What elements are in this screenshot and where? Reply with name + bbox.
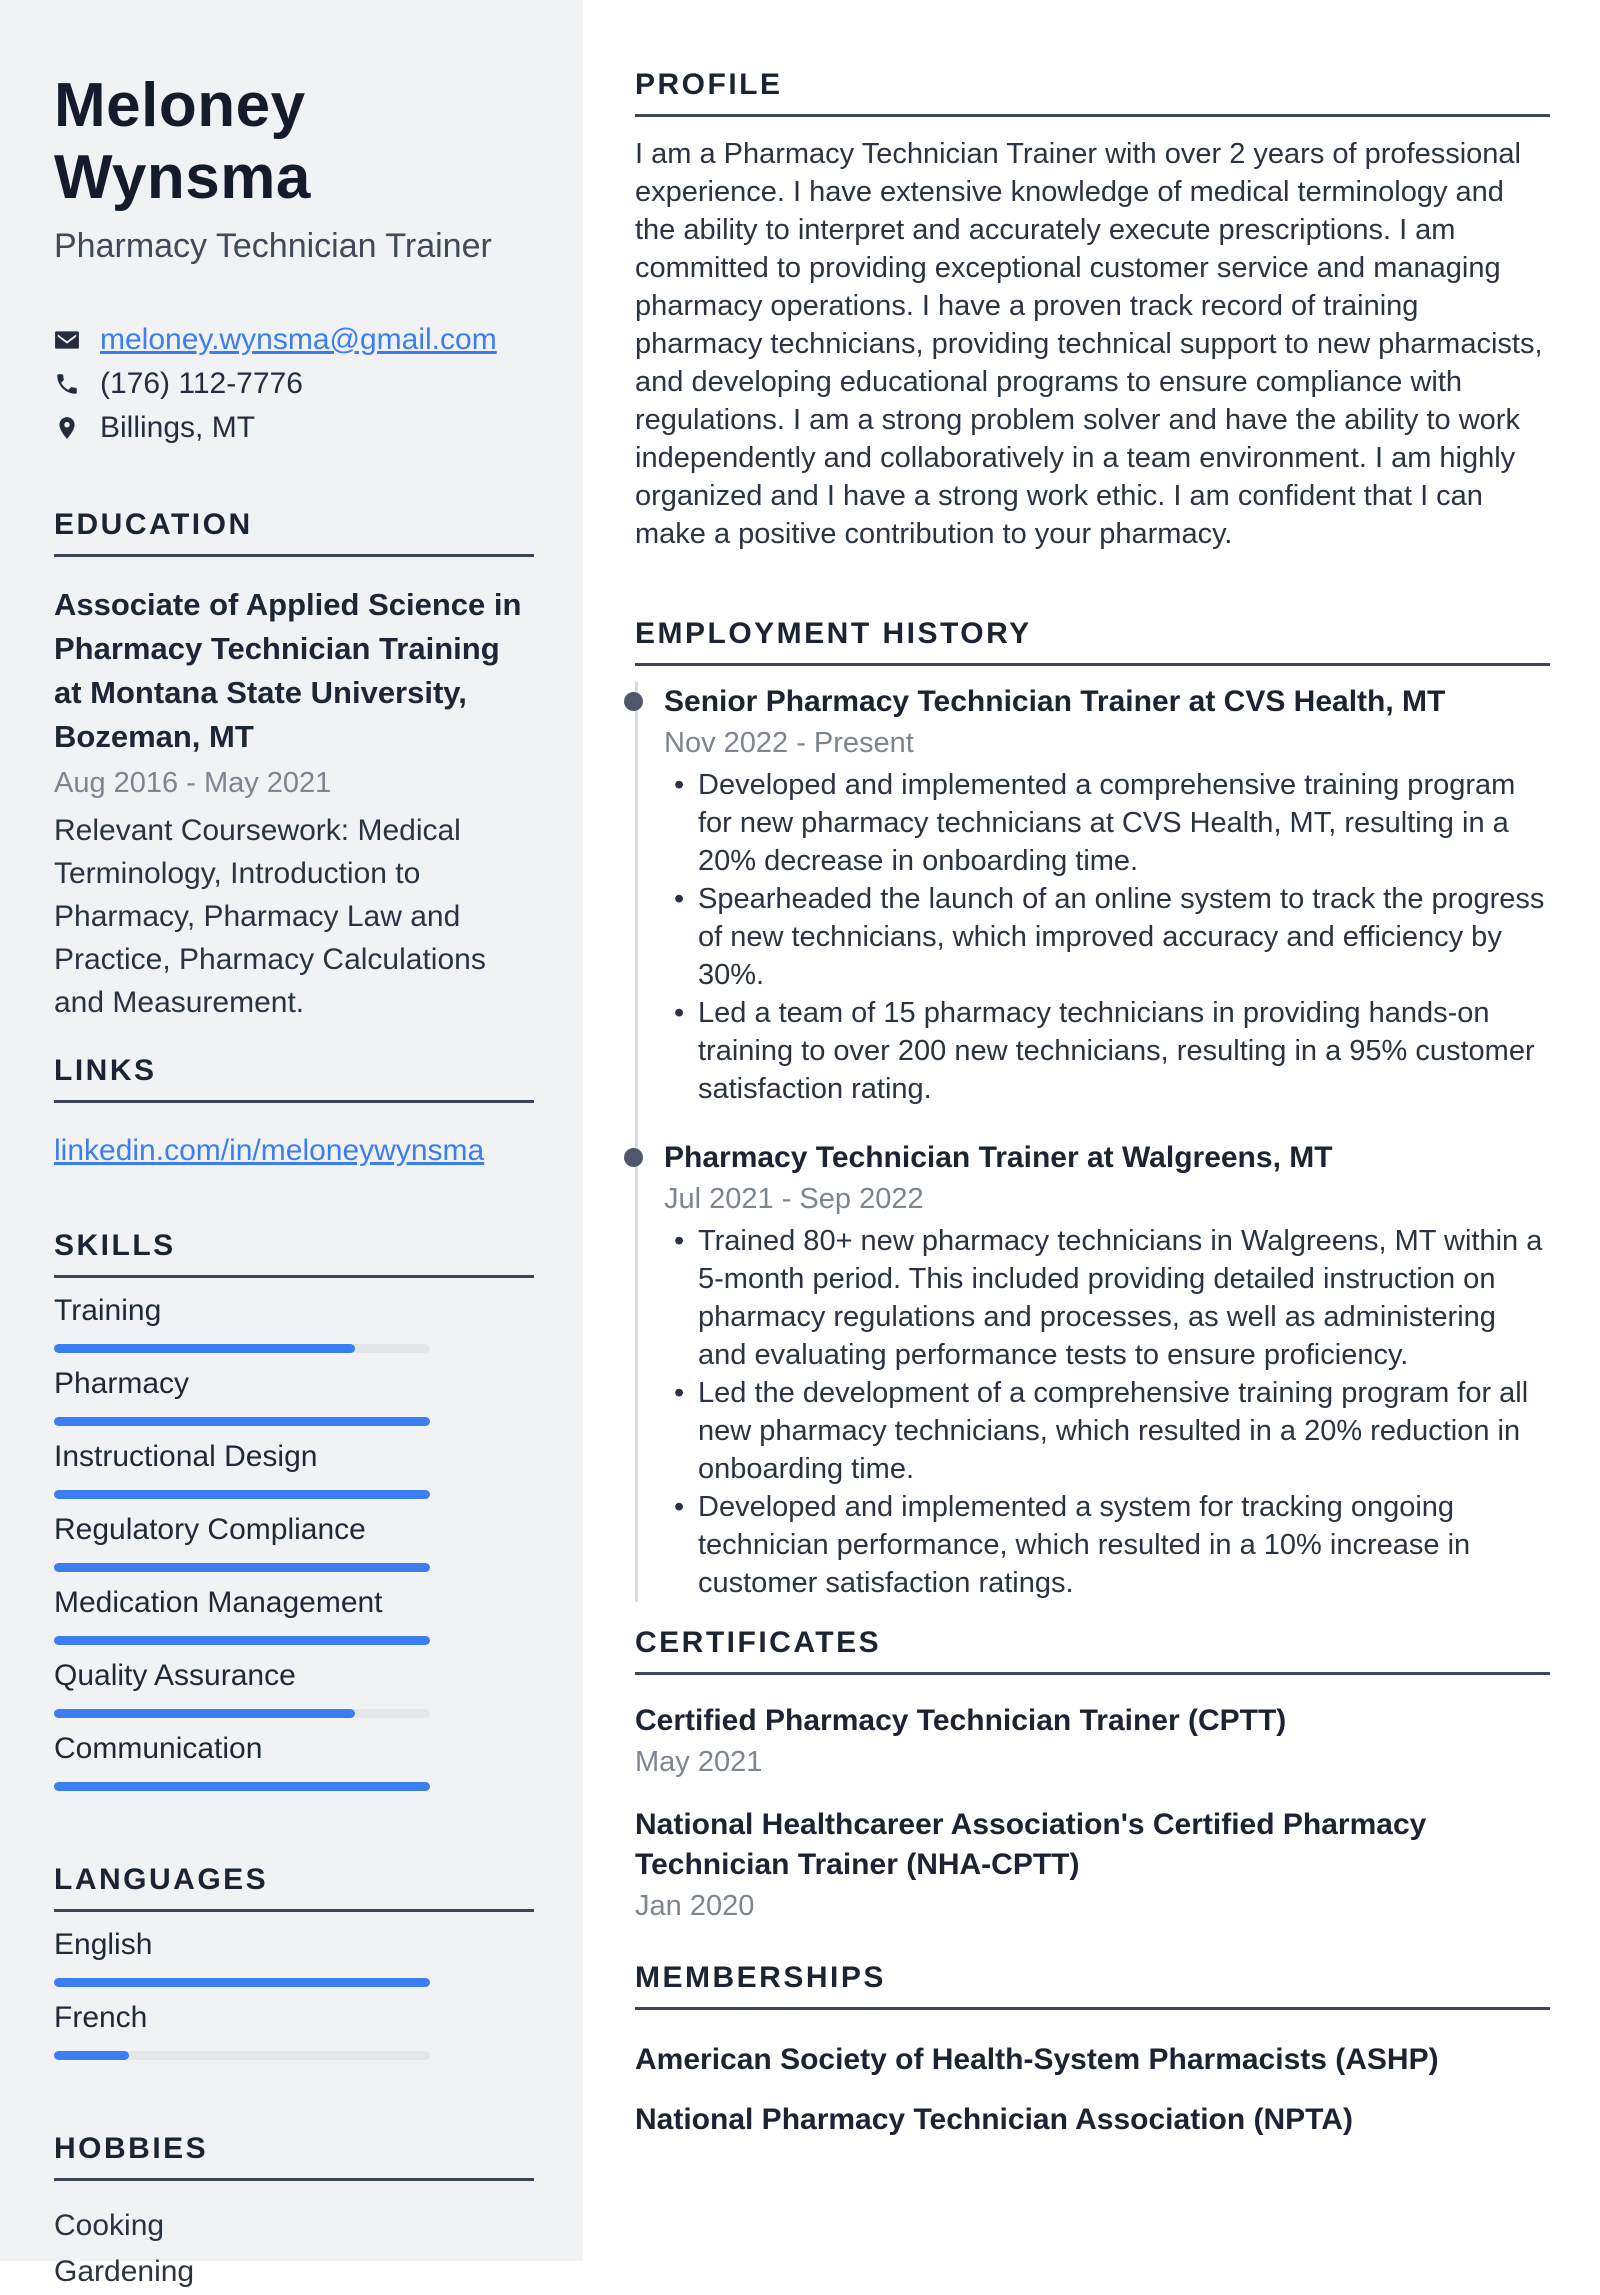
skill-bar-fill — [54, 1563, 430, 1572]
skills-heading: SKILLS — [54, 1229, 534, 1278]
contact-phone-row — [54, 362, 534, 406]
language-label: English — [54, 1928, 153, 1961]
skill-label: Instructional Design — [54, 1440, 318, 1473]
skill-bar-track — [54, 1782, 430, 1791]
job-dates: Jul 2021 - Sep 2022 — [664, 1183, 924, 1215]
education-heading: EDUCATION — [54, 508, 534, 557]
location-pin-icon — [54, 415, 80, 441]
skill-bar-track — [54, 1344, 430, 1353]
main-column — [635, 0, 1550, 2160]
education-dates: Aug 2016 - May 2021 — [54, 767, 332, 799]
membership-entry: American Society of Health-System Pharmacists (ASHP) — [635, 2043, 1439, 2076]
certificate-title: Certified Pharmacy Technician Trainer (CPTT) — [635, 1704, 1287, 1737]
hobby-item: Cooking — [54, 2209, 165, 2242]
education-description: Relevant Coursework: Medical Terminology, Introduction to Pharmacy, Pharmacy Law and Practice, Pharmacy Calculations and Measurement. — [54, 814, 486, 1019]
employment-section — [635, 617, 1550, 1602]
links-section — [54, 1054, 534, 1173]
membership-entry: National Pharmacy Technician Association (NPTA) — [635, 2103, 1353, 2136]
job-bullet: • Led a team of 15 pharmacy technicians in providing hands-on training to over 200 new technicians, resulting in a 95% customer satisfaction rating. — [664, 994, 1550, 1108]
certificate-date: Jan 2020 — [635, 1890, 755, 1922]
language-item — [54, 1924, 534, 1987]
job-bullet: • Developed and implemented a system for tracking ongoing technician performance, which resulted in a 10% increase in customer satisfaction ratings. — [664, 1488, 1550, 1602]
hobby-item: Gardening — [54, 2255, 195, 2288]
skill-label: Training — [54, 1294, 162, 1327]
skill-item — [54, 1290, 534, 1353]
language-label: French — [54, 2001, 148, 2034]
language-bar-fill — [54, 1978, 430, 1987]
skill-item — [54, 1509, 534, 1572]
skill-bar-track — [54, 1490, 430, 1499]
hobbies-section — [54, 2132, 534, 2295]
profile-heading: PROFILE — [635, 68, 1550, 117]
education-section — [54, 508, 534, 1024]
skill-item — [54, 1582, 534, 1645]
skill-bar-track — [54, 1636, 430, 1645]
skill-item — [54, 1363, 534, 1426]
languages-section — [54, 1863, 534, 2060]
timeline-dot-icon — [624, 1148, 643, 1167]
language-bar-fill — [54, 2051, 129, 2060]
email-icon — [54, 327, 80, 353]
skill-label: Quality Assurance — [54, 1659, 296, 1692]
language-bar-track — [54, 2051, 430, 2060]
profile-section — [635, 68, 1550, 553]
contact-location-row — [54, 406, 534, 450]
skill-bar-fill — [54, 1344, 355, 1353]
job-bullet-list — [664, 1222, 1550, 1602]
skill-label: Communication — [54, 1732, 263, 1765]
job-entry — [664, 682, 1550, 1108]
phone-number: (176) 112-7776 — [100, 367, 303, 400]
certificate-entry — [635, 1805, 1550, 1925]
skill-bar-fill — [54, 1709, 355, 1718]
certificates-section — [635, 1626, 1550, 1925]
links-heading: LINKS — [54, 1054, 534, 1103]
languages-heading: LANGUAGES — [54, 1863, 534, 1912]
memberships-heading: MEMBERSHIPS — [635, 1961, 1550, 2010]
candidate-job-title: Pharmacy Technician Trainer — [54, 227, 492, 265]
education-degree: Associate of Applied Science in Pharmacy Technician Training at Montana State University, Bozeman, MT — [54, 587, 522, 754]
link-item — [54, 1129, 534, 1173]
skill-item — [54, 1436, 534, 1499]
certificates-heading: CERTIFICATES — [635, 1626, 1550, 1675]
skill-label: Regulatory Compliance — [54, 1513, 366, 1546]
skills-section — [54, 1229, 534, 1791]
skill-bar-fill — [54, 1782, 430, 1791]
linkedin-link[interactable]: linkedin.com/in/meloneywynsma — [54, 1134, 485, 1167]
skill-bar-track — [54, 1563, 430, 1572]
job-bullet: • Developed and implemented a comprehensive training program for new pharmacy technicians at CVS Health, MT, resulting in a 20% decrease in onboarding time. — [664, 766, 1550, 880]
certificate-entry — [635, 1701, 1550, 1781]
profile-text: I am a Pharmacy Technician Trainer with over 2 years of professional experience. I have extensive knowledge of medical terminology and the ability to interpret and accurately execute prescriptions. I am committed to providing exceptional customer service and managing pharmacy operations. I have a proven track record of training pharmacy technicians, providing technical support to new pharmacists, and developing educational programs to ensure compliance with regulations. I am a strong problem solver and have the ability to work independently and collaboratively in a team environment. I am highly organized and I have a strong work ethic. I am confident that I can make a positive contribution to your pharmacy. — [635, 138, 1543, 550]
job-bullet: • Led the development of a comprehensive training program for all new pharmacy technicians, which resulted in a 20% reduction in onboarding time. — [664, 1374, 1550, 1488]
skill-bar-track — [54, 1709, 430, 1718]
skill-bar-fill — [54, 1417, 430, 1426]
skill-item — [54, 1728, 534, 1791]
job-dates: Nov 2022 - Present — [664, 727, 914, 759]
language-bar-track — [54, 1978, 430, 1987]
job-bullet: • Trained 80+ new pharmacy technicians in Walgreens, MT within a 5-month period. This included providing detailed instruction on pharmacy regulations and processes, as well as administering and evaluating performance tests to ensure proficiency. — [664, 1222, 1550, 1374]
certificate-date: May 2021 — [635, 1746, 763, 1778]
contact-block — [54, 318, 534, 450]
sidebar — [0, 0, 583, 2288]
memberships-section — [635, 1961, 1550, 2140]
email-link[interactable]: meloney.wynsma@gmail.com — [100, 323, 497, 356]
hobbies-heading: HOBBIES — [54, 2132, 534, 2181]
phone-icon — [54, 371, 80, 397]
job-title: Senior Pharmacy Technician Trainer at CVS Health, MT — [664, 685, 1446, 718]
job-title: Pharmacy Technician Trainer at Walgreens, MT — [664, 1141, 1333, 1174]
language-item — [54, 1997, 534, 2060]
timeline-dot-icon — [624, 692, 643, 711]
skill-bar-fill — [54, 1636, 430, 1645]
skill-label: Medication Management — [54, 1586, 383, 1619]
candidate-name: Meloney Wynsma — [54, 71, 311, 212]
skill-label: Pharmacy — [54, 1367, 190, 1400]
employment-heading: EMPLOYMENT HISTORY — [635, 617, 1550, 666]
job-bullet: • Spearheaded the launch of an online system to track the progress of new technicians, which improved accuracy and efficiency by 30%. — [664, 880, 1550, 994]
job-entry — [664, 1138, 1550, 1602]
skill-bar-track — [54, 1417, 430, 1426]
contact-email-row — [54, 318, 534, 362]
employment-timeline — [635, 682, 1550, 1602]
skill-bar-fill — [54, 1490, 430, 1499]
certificate-title: National Healthcareer Association's Certified Pharmacy Technician Trainer (NHA-CPTT) — [635, 1808, 1427, 1881]
location-text: Billings, MT — [100, 411, 256, 444]
job-bullet-list — [664, 766, 1550, 1108]
skill-item — [54, 1655, 534, 1718]
